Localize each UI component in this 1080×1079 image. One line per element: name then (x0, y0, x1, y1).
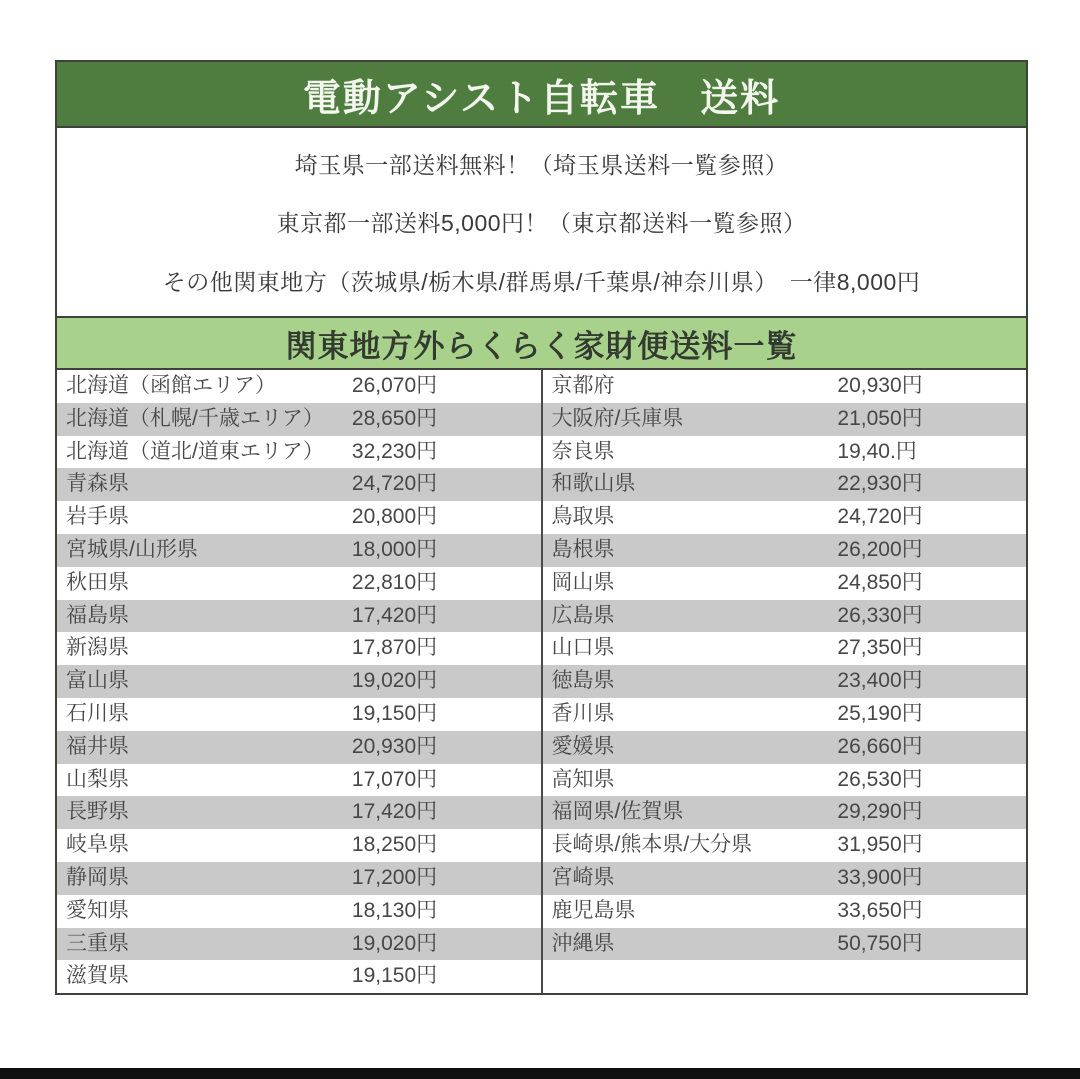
price-cell: 24,850円 (837, 570, 923, 594)
price-cell: 19,40.円 (837, 439, 917, 463)
table-title-bar (57, 316, 1026, 370)
region-cell: 山口県 (551, 636, 615, 660)
table-row (57, 829, 541, 862)
price-cell: 32,230円 (351, 439, 438, 463)
table-row (543, 960, 1027, 993)
table-row (57, 928, 541, 961)
table-row (57, 796, 541, 829)
table-row (543, 501, 1027, 534)
table-row (543, 862, 1027, 895)
table-row (543, 731, 1027, 764)
region-cell: 三重県 (66, 931, 129, 955)
price-cell: 33,650円 (837, 898, 923, 922)
region-cell: 鹿児島県 (551, 898, 636, 922)
table-row (543, 698, 1027, 731)
price-cell: 17,420円 (351, 800, 438, 824)
table-left-column (57, 370, 541, 993)
region-cell: 高知県 (551, 767, 615, 791)
region-cell: 滋賀県 (66, 964, 129, 988)
table-row (543, 796, 1027, 829)
region-cell: 宮崎県 (551, 865, 615, 889)
price-cell: 17,420円 (351, 603, 438, 627)
table-row (57, 960, 541, 993)
price-cell: 29,290円 (837, 800, 923, 824)
region-cell: 秋田県 (66, 570, 129, 594)
region-cell: 北海道（札幌/千歳エリア） (66, 406, 324, 430)
shipping-notes (57, 128, 1026, 316)
price-cell: 23,400円 (837, 669, 923, 693)
price-cell: 22,810円 (351, 570, 438, 594)
price-cell: 26,660円 (837, 734, 923, 758)
price-cell: 31,950円 (837, 833, 923, 857)
price-cell: 17,070円 (351, 767, 438, 791)
price-cell: 50,750円 (837, 931, 923, 955)
region-cell: 愛媛県 (551, 734, 615, 758)
price-cell: 19,150円 (351, 701, 438, 725)
region-cell: 長野県 (66, 800, 129, 824)
region-cell: 岩手県 (66, 505, 129, 529)
table-row (57, 567, 541, 600)
price-cell: 28,650円 (351, 406, 438, 430)
region-cell: 広島県 (551, 603, 615, 627)
table-row (57, 632, 541, 665)
table-row (57, 764, 541, 797)
table-row (57, 698, 541, 731)
region-cell: 福島県 (66, 603, 129, 627)
region-cell: 福岡県/佐賀県 (551, 800, 684, 824)
region-cell: 奈良県 (551, 439, 615, 463)
region-cell: 長崎県/熊本県/大分県 (551, 833, 753, 857)
price-cell: 22,930円 (837, 472, 923, 496)
content-panel (55, 60, 1028, 995)
table-row (57, 600, 541, 633)
price-cell: 21,050円 (837, 406, 923, 430)
table-row (57, 731, 541, 764)
table-row (543, 928, 1027, 961)
table-row (543, 370, 1027, 403)
region-cell: 石川県 (66, 701, 129, 725)
note-other-kanto: その他関東地方（茨城県/栃木県/群馬県/千葉県/神奈川県） 一律8,000円 (162, 269, 921, 296)
table-right-column (541, 370, 1027, 993)
table-row (57, 895, 541, 928)
note-tokyo: 東京都一部送料5,000円！（東京都送料一覧参照） (276, 210, 807, 237)
table-row (57, 862, 541, 895)
region-cell: 新潟県 (66, 636, 129, 660)
price-cell: 20,930円 (837, 374, 923, 397)
table-row (57, 534, 541, 567)
region-cell: 香川県 (551, 701, 615, 725)
table-row (543, 468, 1027, 501)
price-cell: 18,250円 (351, 833, 438, 857)
table-title: 関東地方外らくらく家財便送料一覧 (285, 328, 798, 364)
table-row (57, 436, 541, 469)
price-cell: 27,350円 (837, 636, 923, 660)
region-cell: 和歌山県 (551, 472, 636, 496)
price-cell: 19,150円 (351, 964, 438, 988)
region-cell: 山梨県 (66, 767, 129, 791)
table-row (57, 403, 541, 436)
region-cell: 沖縄県 (551, 931, 615, 955)
shipping-fee-table (57, 370, 1026, 993)
region-cell: 青森県 (66, 472, 129, 496)
region-cell: 鳥取県 (551, 505, 615, 529)
table-row (543, 600, 1027, 633)
region-cell: 静岡県 (66, 865, 129, 889)
region-cell: 岡山県 (551, 570, 615, 594)
region-cell: 岐阜県 (66, 833, 129, 857)
region-cell: 福井県 (66, 734, 129, 758)
bottom-black-bar (0, 1068, 1080, 1079)
price-cell: 18,000円 (351, 537, 438, 561)
table-row (57, 665, 541, 698)
table-row (543, 665, 1027, 698)
page-title: 電動アシスト自転車 送料 (302, 77, 781, 120)
price-cell: 26,070円 (351, 374, 438, 397)
region-cell: 富山県 (66, 669, 129, 693)
price-cell: 17,870円 (351, 636, 438, 660)
price-cell: 26,530円 (837, 767, 923, 791)
price-cell: 24,720円 (837, 505, 923, 529)
price-cell: 25,190円 (837, 701, 923, 725)
region-cell: 北海道（道北/道東エリア） (66, 439, 324, 463)
table-row (543, 403, 1027, 436)
region-cell: 北海道（函館エリア） (66, 374, 276, 397)
region-cell: 宮城県/山形県 (66, 537, 198, 561)
region-cell: 島根県 (551, 537, 615, 561)
region-cell: 大阪府/兵庫県 (551, 406, 684, 430)
page-title-bar (57, 62, 1026, 128)
table-row (57, 501, 541, 534)
table-row (57, 370, 541, 403)
price-cell: 19,020円 (351, 931, 438, 955)
note-saitama: 埼玉県一部送料無料！（埼玉県送料一覧参照） (294, 151, 789, 178)
price-cell: 20,800円 (351, 505, 438, 529)
price-cell: 18,130円 (351, 898, 438, 922)
table-row (543, 567, 1027, 600)
price-cell: 20,930円 (351, 734, 438, 758)
table-row (543, 895, 1027, 928)
price-cell: 26,330円 (837, 603, 923, 627)
table-row (543, 436, 1027, 469)
table-row (543, 764, 1027, 797)
table-row (543, 534, 1027, 567)
price-cell: 26,200円 (837, 537, 923, 561)
price-cell: 19,020円 (351, 669, 438, 693)
table-row (543, 829, 1027, 862)
price-cell: 17,200円 (351, 865, 438, 889)
table-row (57, 468, 541, 501)
region-cell: 徳島県 (551, 669, 615, 693)
region-cell: 愛知県 (66, 898, 129, 922)
table-row (543, 632, 1027, 665)
region-cell: 京都府 (551, 374, 615, 397)
price-cell: 24,720円 (351, 472, 438, 496)
price-cell: 33,900円 (837, 865, 923, 889)
